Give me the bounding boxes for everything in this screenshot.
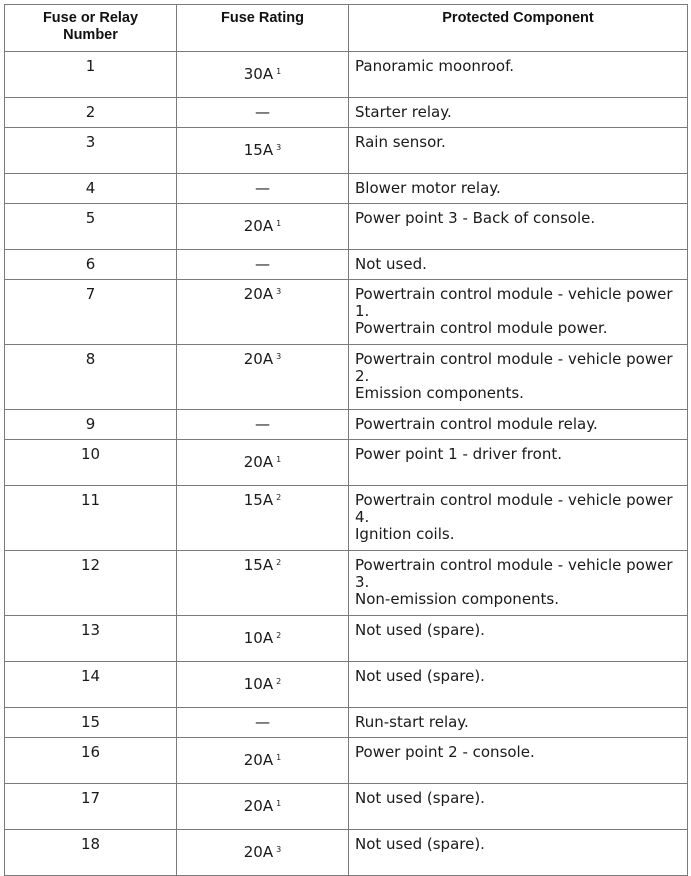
table-row	[5, 250, 688, 280]
fuse-number-cell: 16	[5, 738, 177, 784]
protected-component-cell	[349, 345, 688, 410]
protected-component-cell	[349, 52, 688, 98]
protected-component-cell	[349, 98, 688, 128]
fuse-rating-cell	[177, 440, 349, 486]
footnote-marker: 1	[276, 67, 282, 76]
component-line: Power point 2 - console.	[355, 743, 535, 761]
header-line: Number	[63, 27, 118, 43]
rating-value: 20A	[243, 350, 274, 368]
table-row	[5, 784, 688, 830]
fuse-rating-cell	[177, 345, 349, 410]
table-row	[5, 440, 688, 486]
footnote-marker: 2	[276, 631, 282, 640]
component-line: Emission components.	[355, 384, 524, 402]
component-line: Rain sensor.	[355, 133, 446, 151]
protected-component-cell	[349, 784, 688, 830]
fuse-number-cell: 15	[5, 708, 177, 738]
fuse-rating-cell	[177, 250, 349, 280]
fuse-rating-cell	[177, 486, 349, 551]
component-line: Powertrain control module power.	[355, 319, 608, 337]
rating-value: 15A	[243, 491, 274, 509]
rating-value: 20A	[243, 797, 274, 815]
rating-value: 20A	[243, 285, 274, 303]
fuse-number-cell: 8	[5, 345, 177, 410]
fuse-table	[4, 4, 688, 876]
fuse-number-cell: 9	[5, 410, 177, 440]
component-line: Starter relay.	[355, 103, 452, 121]
component-line: Power point 3 - Back of console.	[355, 209, 596, 227]
component-line: Blower motor relay.	[355, 179, 501, 197]
header-protected-component: Protected Component	[349, 5, 688, 52]
footnote-marker: 2	[276, 558, 282, 567]
footnote-marker: 2	[276, 493, 282, 502]
fuse-rating-cell	[177, 204, 349, 250]
table-row	[5, 410, 688, 440]
fuse-number-cell: 18	[5, 830, 177, 876]
protected-component-cell	[349, 708, 688, 738]
fuse-rating-cell	[177, 128, 349, 174]
component-line: Not used (spare).	[355, 621, 485, 639]
rating-value: 30A	[243, 65, 274, 83]
fuse-rating-cell	[177, 708, 349, 738]
table-row	[5, 830, 688, 876]
fuse-number-cell: 1	[5, 52, 177, 98]
footnote-marker: 1	[276, 753, 282, 762]
component-line: Ignition coils.	[355, 525, 455, 543]
fuse-number-cell: 7	[5, 280, 177, 345]
component-line: 2.	[355, 367, 370, 385]
rating-value: 15A	[243, 141, 274, 159]
header-fuse-rating: Fuse Rating	[177, 5, 349, 52]
fuse-rating-cell	[177, 662, 349, 708]
fuse-number-cell: 11	[5, 486, 177, 551]
component-line: Powertrain control module - vehicle power	[355, 491, 673, 509]
rating-value: 20A	[243, 751, 274, 769]
fuse-number-cell: 2	[5, 98, 177, 128]
fuse-rating-cell	[177, 280, 349, 345]
rating-value: —	[255, 255, 270, 273]
footnote-marker: 3	[276, 352, 282, 361]
fuse-rating-cell	[177, 410, 349, 440]
component-line: 3.	[355, 573, 370, 591]
footnote-marker: 1	[276, 455, 282, 464]
fuse-number-cell: 5	[5, 204, 177, 250]
component-line: Run-start relay.	[355, 713, 469, 731]
footnote-marker: 3	[276, 287, 282, 296]
table-row	[5, 551, 688, 616]
component-line: Powertrain control module - vehicle power	[355, 350, 673, 368]
protected-component-cell	[349, 174, 688, 204]
fuse-rating-cell	[177, 52, 349, 98]
table-body	[5, 52, 688, 876]
component-line: Not used (spare).	[355, 789, 485, 807]
fuse-number-cell: 10	[5, 440, 177, 486]
footnote-marker: 1	[276, 219, 282, 228]
component-line: Powertrain control module - vehicle power	[355, 556, 673, 574]
rating-value: —	[255, 415, 270, 433]
table-row	[5, 174, 688, 204]
protected-component-cell	[349, 486, 688, 551]
table-row	[5, 616, 688, 662]
rating-value: 10A	[243, 629, 274, 647]
component-line: Non-emission components.	[355, 590, 560, 608]
fuse-number-cell: 12	[5, 551, 177, 616]
table-row	[5, 128, 688, 174]
component-line: 4.	[355, 508, 370, 526]
fuse-number-cell: 13	[5, 616, 177, 662]
protected-component-cell	[349, 440, 688, 486]
component-line: Power point 1 - driver front.	[355, 445, 562, 463]
component-line: Panoramic moonroof.	[355, 57, 515, 75]
fuse-number-cell: 17	[5, 784, 177, 830]
fuse-rating-cell	[177, 830, 349, 876]
table-row	[5, 98, 688, 128]
fuse-rating-cell	[177, 616, 349, 662]
protected-component-cell	[349, 410, 688, 440]
protected-component-cell	[349, 128, 688, 174]
fuse-rating-cell	[177, 784, 349, 830]
table-row	[5, 280, 688, 345]
rating-value: 20A	[243, 843, 274, 861]
header-fuse-number	[5, 5, 177, 52]
component-line: Not used (spare).	[355, 835, 485, 853]
table-row	[5, 52, 688, 98]
protected-component-cell	[349, 830, 688, 876]
table-row	[5, 204, 688, 250]
footnote-marker: 1	[276, 799, 282, 808]
protected-component-cell	[349, 662, 688, 708]
rating-value: —	[255, 103, 270, 121]
component-line: Not used.	[355, 255, 427, 273]
fuse-rating-cell	[177, 98, 349, 128]
rating-value: 20A	[243, 453, 274, 471]
fuse-number-cell: 3	[5, 128, 177, 174]
protected-component-cell	[349, 738, 688, 784]
header-row	[5, 5, 688, 52]
component-line: 1.	[355, 302, 370, 320]
protected-component-cell	[349, 551, 688, 616]
fuse-number-cell: 14	[5, 662, 177, 708]
fuse-number-cell: 4	[5, 174, 177, 204]
rating-value: 20A	[243, 217, 274, 235]
rating-value: —	[255, 179, 270, 197]
rating-value: —	[255, 713, 270, 731]
fuse-rating-cell	[177, 174, 349, 204]
footnote-marker: 2	[276, 677, 282, 686]
protected-component-cell	[349, 616, 688, 662]
fuse-rating-cell	[177, 738, 349, 784]
component-line: Powertrain control module relay.	[355, 415, 598, 433]
fuse-rating-cell	[177, 551, 349, 616]
table-row	[5, 662, 688, 708]
component-line: Not used (spare).	[355, 667, 485, 685]
protected-component-cell	[349, 204, 688, 250]
table-row	[5, 738, 688, 784]
protected-component-cell	[349, 280, 688, 345]
rating-value: 15A	[243, 556, 274, 574]
component-line: Powertrain control module - vehicle power	[355, 285, 673, 303]
table-row	[5, 345, 688, 410]
rating-value: 10A	[243, 675, 274, 693]
table-row	[5, 486, 688, 551]
footnote-marker: 3	[276, 845, 282, 854]
header-line: Fuse or Relay	[42, 10, 139, 26]
protected-component-cell	[349, 250, 688, 280]
table-row	[5, 708, 688, 738]
fuse-number-cell: 6	[5, 250, 177, 280]
footnote-marker: 3	[276, 143, 282, 152]
